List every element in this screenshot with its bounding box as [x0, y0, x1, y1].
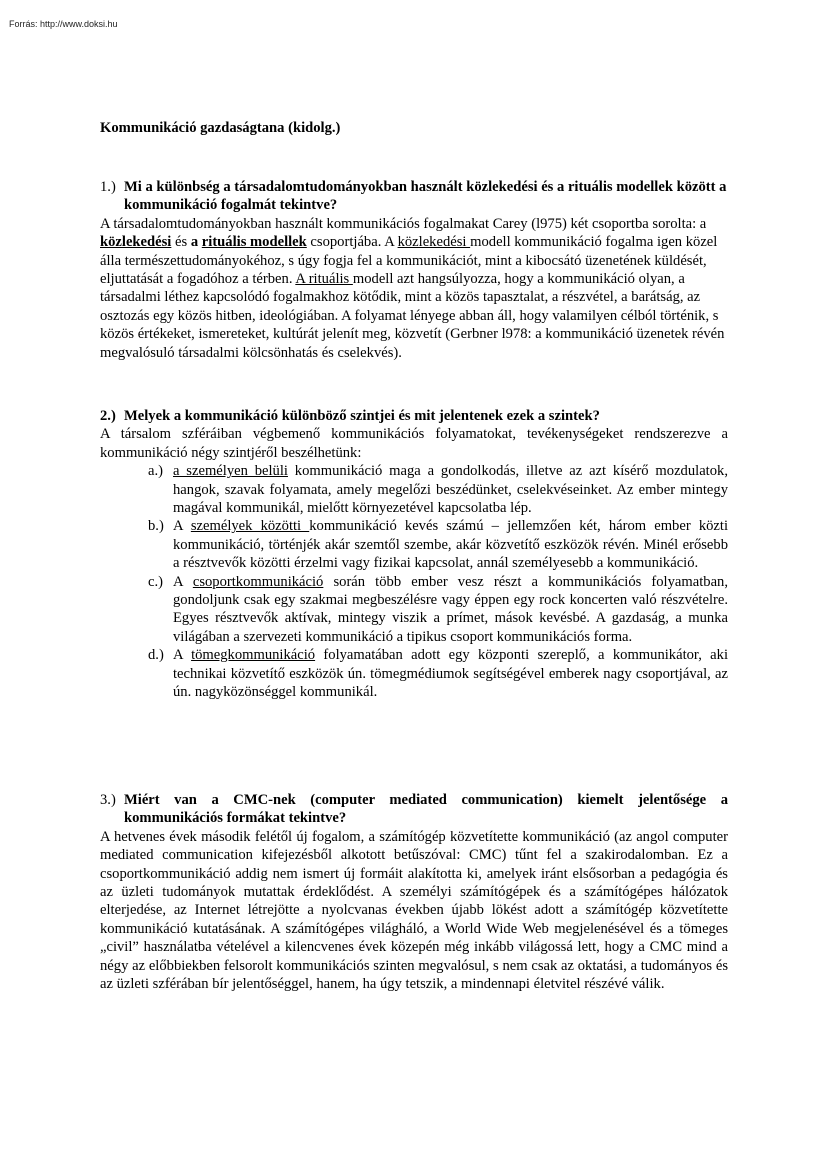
item-text: A [173, 573, 193, 590]
question-text: Miért van a CMC-nek (computer mediated communication) kiemelt jelentősége a kommunikációs formákat tekintve? [124, 792, 728, 827]
section-2 [100, 407, 728, 702]
levels-list [148, 462, 728, 701]
answer-2-intro: A társalom szféráiban végbemenő kommunikációs folyamatokat, tevékenységeket rendszerezve a kommunikáció négy szintjéről beszélhetünk: [100, 426, 728, 461]
item-text: során több ember vesz részt a kommunikációs folyamatban, gondoljunk csak egy szakmai megbeszélésre vagy éppen egy rock koncerten való részvételre. Egyes résztvevők aktívak, mintegy viszik a prímet, mások kevésbé. A gazdaság, a munka világában a szervezeti kommunikáció a tipikus csoport kommunikációs forma. [173, 573, 728, 645]
answer-text: A társadalomtudományokban használt kommunikációs fogalmakat Carey (l975) két csoportba sorolta: a [100, 215, 707, 232]
answer-text: a [190, 234, 202, 251]
item-text: kommunikáció maga a gondolkodás, illetve az azt kísérő mozdulatok, hangok, szavak folyamata, amely megelőzi beszédünket, cselekvéseinket. Az ember mintegy magával kommunikál, mielőtt környezetével kapcsolatba lép. [173, 463, 728, 517]
term-kozlekedesi: közlekedési [100, 234, 172, 251]
question-text: Melyek a kommunikáció különböző szintjei és mit jelentenek ezek a szintek? [124, 408, 600, 424]
list-marker: a.) [148, 463, 163, 480]
list-marker: d.) [148, 647, 164, 664]
question-number: 3.) [100, 792, 116, 808]
term-ritualis-modellek: rituális modellek [201, 234, 307, 251]
term-szemelyen-beluli: a személyen belüli [173, 463, 288, 480]
item-text: kommunikáció kevés számú – jellemzően két, három ember közti kommunikáció, történjék akár szemtől szembe, akár közvetítő eszközök révén. Minél erősebb a résztvevők közötti érzelmi vagy fizikai kapcsolat, annál személyesebb a kommunikáció. [173, 518, 728, 572]
answer-text: csoportjába. A [306, 234, 398, 251]
answer-text: modell kommunikáció fogalma igen közel álla természettudományokéhoz, s úgy fogja fel a kommunikációt, mint a kibocsátó üzenetének küldését, eljuttatását a fogadóhoz a térben. [100, 234, 718, 288]
question-2 [100, 407, 728, 425]
answer-text: modell azt hangsúlyozza, hogy a kommunikáció olyan, a társadalmi léthez kapcsolódó fogalmakhoz kötődik, mint a közös tapasztalat, a részvétel, a barátság, az osztozás egy közös hitben, ideológiában. A folyamat lényege abban áll, hogy valamilyen célból történik, s közös értékeket, ismereteket, kultúrát jelenít meg, közvetít (Gerbner l978: a kommunikáció üzenetek révén megvalósuló társadalmi kölcsönhatás és cselekvés). [100, 271, 725, 361]
term-kozlekedesi-modell: közlekedési [397, 234, 471, 251]
answer-text: és [171, 234, 191, 251]
item-text: folyamatában adott egy központi szereplő, a kommunikátor, aki technikai közvetítő eszközök ún. tömegmédiumok segítségével emberek nagy csoportjával, az ún. nagyközönséggel kommunikál. [173, 647, 728, 701]
list-marker: c.) [148, 573, 163, 590]
item-text: A [173, 647, 192, 664]
item-text: A [173, 518, 191, 535]
page-title: Kommunikáció gazdaságtana (kidolg.) [100, 120, 341, 136]
section-3 [100, 791, 728, 993]
question-1 [100, 178, 728, 215]
term-tomegkommunikacio: tömegkommunikáció [191, 647, 316, 664]
section-1 [100, 178, 728, 362]
source-note: Forrás: http://www.doksi.hu [9, 19, 118, 29]
question-number: 2.) [100, 408, 116, 424]
question-3 [100, 791, 728, 828]
answer-3: A hetvenes évek második felétől új fogalom, a számítógép közvetítette kommunikáció (az angol computer mediated communication kifejezésből alkotott betűszóval: CMC) tűnt fel a szakirodalomban. Ez a csoportkommunikáció addig nem ismert új formáit alakította ki, amelyek iránt elsősorban a pedagógia és az üzleti tudományok mutattak érdeklődést. A személyi számítógépek és a számítógépes hálózatok elterjedése, az Internet létrejötte a nyolcvanas években újabb lökést adott a számítógép közvetítette kommunikáció kutatásának. A számítógépes világháló, a World Wide Web megjelenésével és a tömeges „civil” használatba vételével a kilencvenes évek közepén még inkább világossá lett, hogy a CMC mind a négy az előbbiekben felsorolt kommunikációs szinten megvalósul, s nem csak az oktatási, a tudományos és az üzleti szférában bír jelentőséggel, hanem, ha úgy tetszik, a mindennapi életvitel részévé válik. [100, 828, 728, 993]
answer-1 [100, 215, 728, 362]
list-item [148, 573, 728, 647]
term-ritualis-modell: A rituális [295, 271, 353, 288]
term-szemelyek-kozotti: személyek közötti [190, 518, 310, 535]
question-number: 1.) [100, 179, 116, 195]
term-csoportkommunikacio: csoportkommunikáció [192, 573, 324, 590]
list-marker: b.) [148, 518, 164, 535]
list-item [148, 517, 728, 572]
question-text: Mi a különbség a társadalomtudományokban használt közlekedési és a rituális modellek között a kommunikáció fogalmát tekintve? [124, 179, 727, 214]
list-item [148, 462, 728, 517]
list-item [148, 646, 728, 701]
